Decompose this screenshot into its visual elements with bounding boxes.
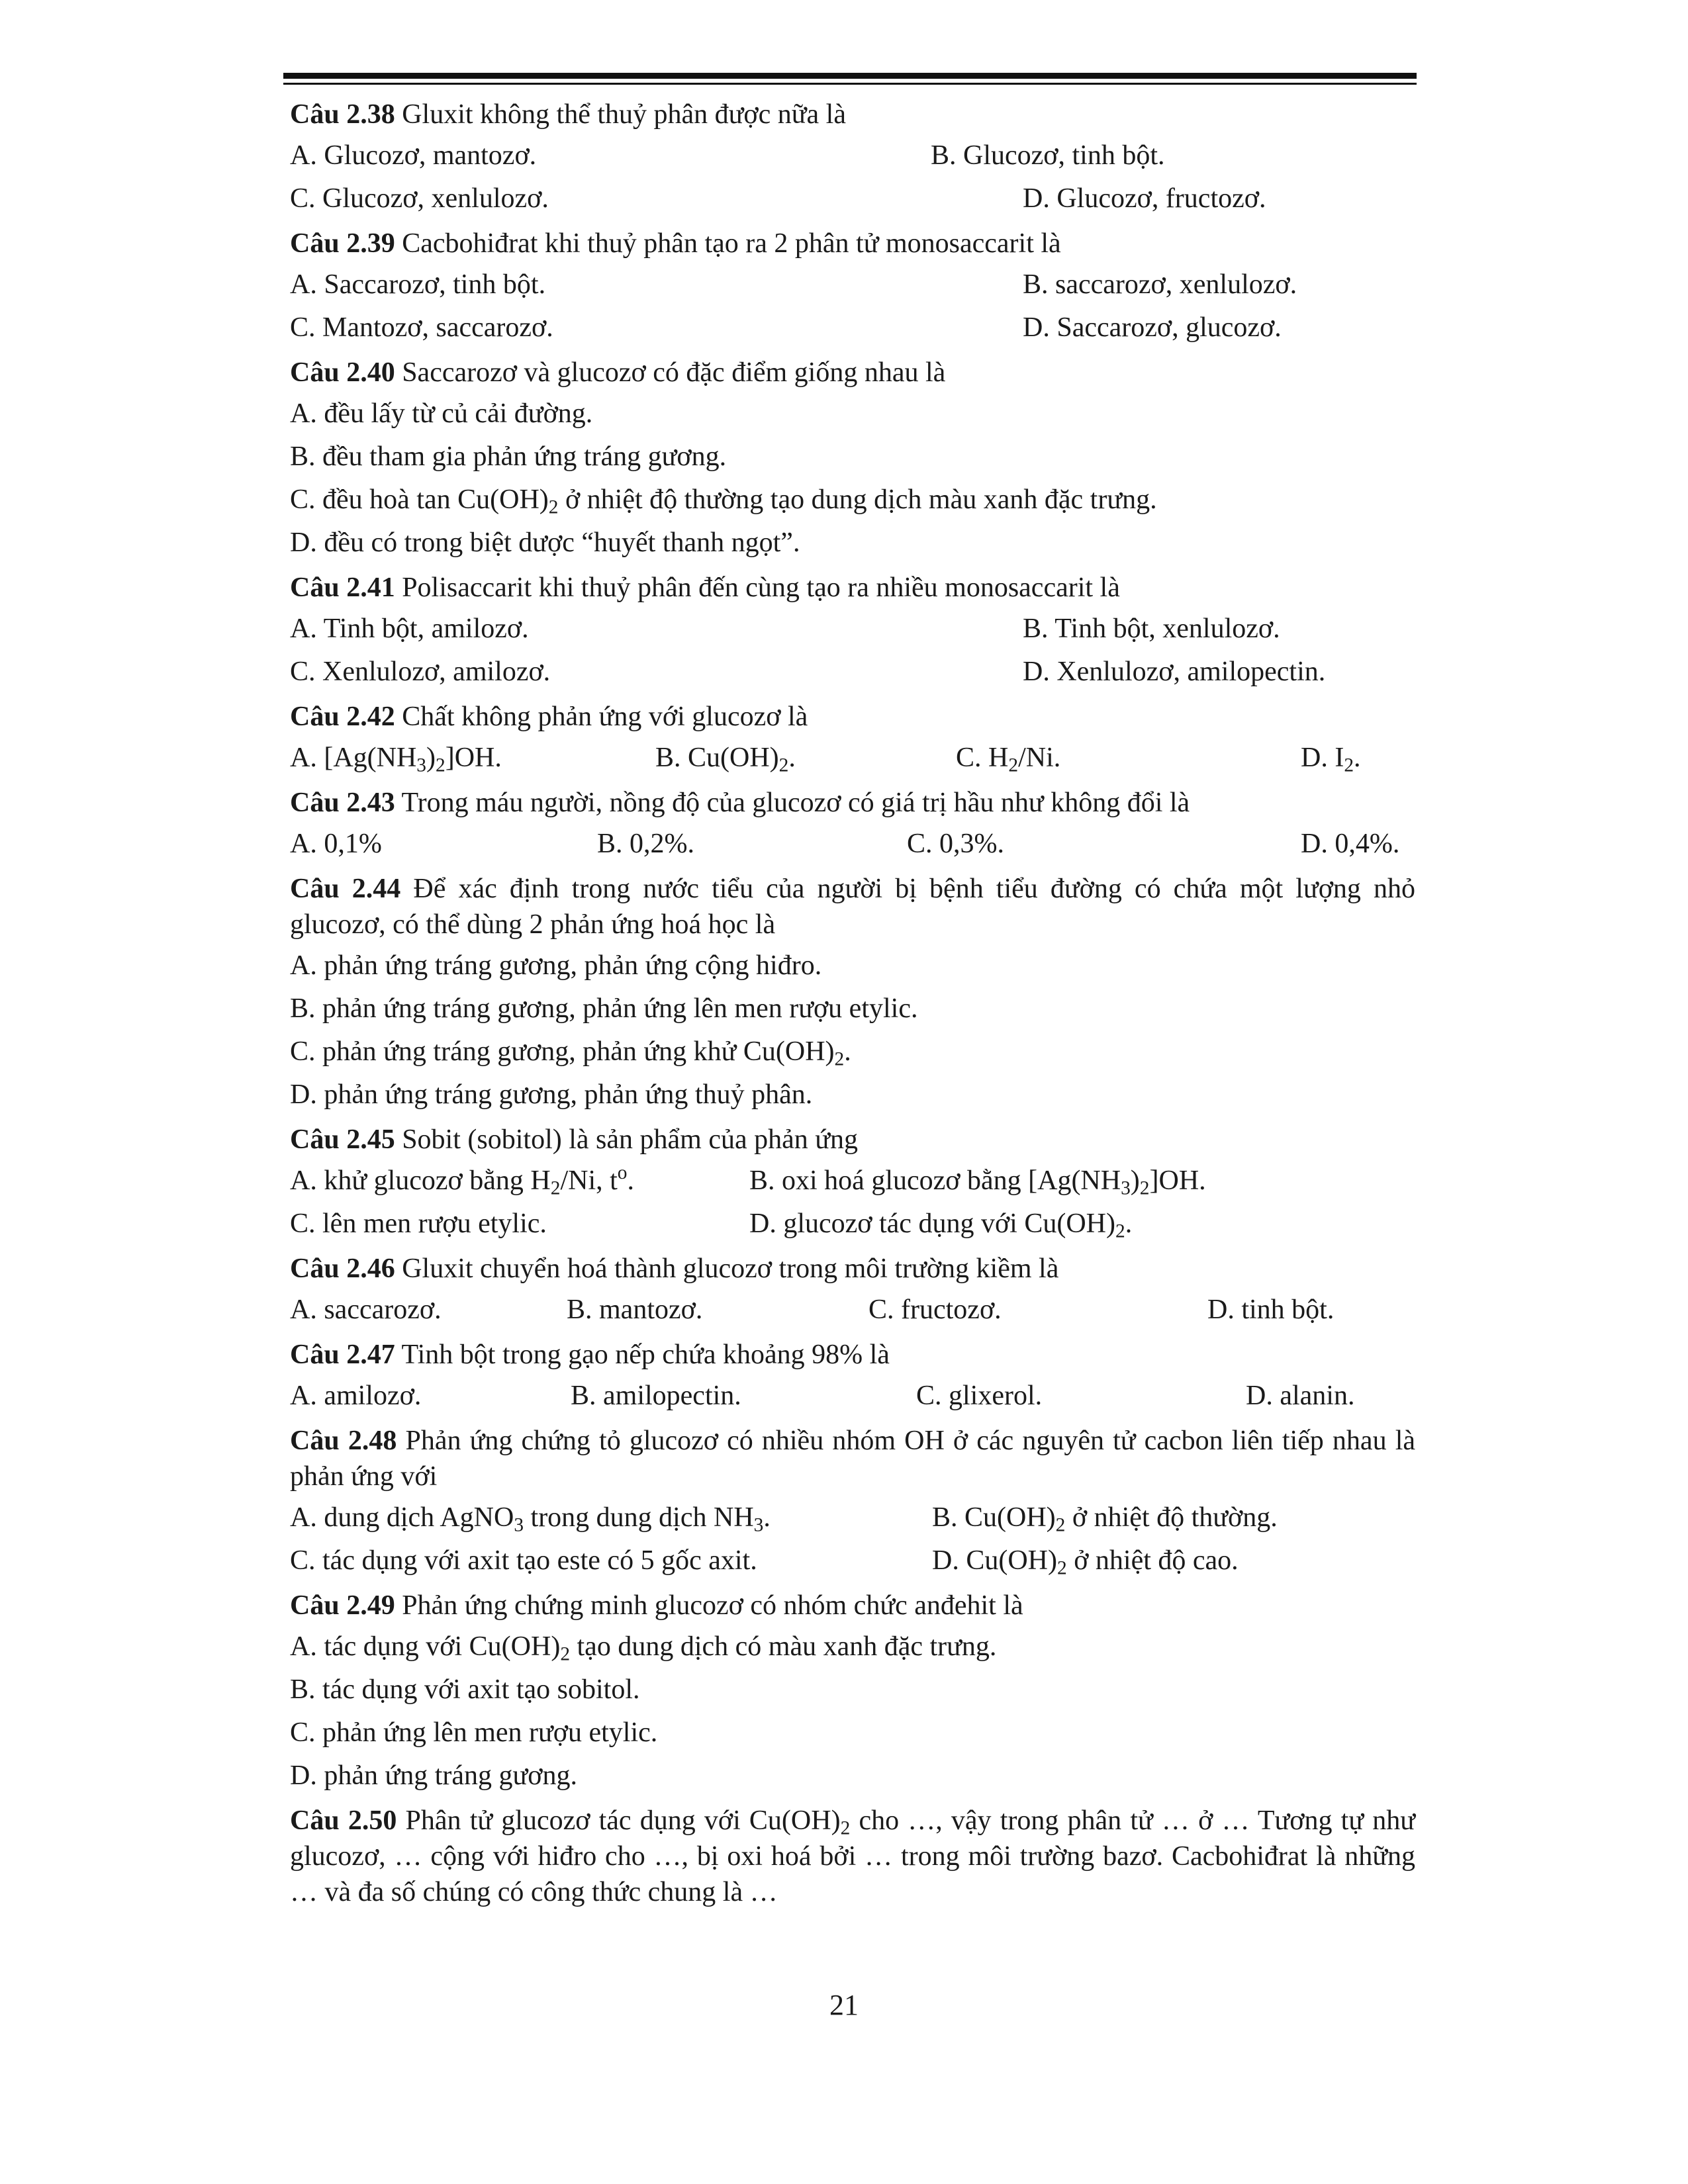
option-d: D. phản ứng tráng gương, phản ứng thuỷ phân. [290, 1079, 813, 1110]
option-b: B. amilopectin. [571, 1381, 741, 1411]
question-list [290, 91, 1415, 1912]
question-stem: Câu 2.40 Saccarozơ và glucozơ có đặc điểm giống nhau là [290, 357, 946, 388]
option-b: B. saccarozơ, xenlulozơ. [1023, 269, 1297, 300]
question-stem: Câu 2.48 Phản ứng chứng tỏ glucozơ có nhiều nhóm OH ở các nguyên tử cacbon liên tiếp nhau là phản ứng với [290, 1426, 1416, 1492]
option-b: B. Tinh bột, xenlulozơ. [1023, 614, 1280, 644]
option-b: B. $Cu(OH)_2$ ở nhiệt độ thường. [932, 1502, 1278, 1536]
option-c: C. tác dụng với axit tạo este có 5 gốc axit. [290, 1545, 757, 1576]
option-b: B. mantozơ. [567, 1295, 703, 1325]
header-rule-thick [283, 73, 1417, 79]
option-d: D. glucozơ tác dụng với $Cu(OH)_2$. [749, 1208, 1133, 1242]
option-a: A. Tinh bột, amilozơ. [290, 614, 529, 644]
option-d: D. phản ứng tráng gương. [290, 1760, 578, 1791]
question-stem: Câu 2.39 Cacbohiđrat khi thuỷ phân tạo ra 2 phân tử monosaccarit là [290, 228, 1061, 259]
question-stem: Câu 2.47 Tinh bột trong gạo nếp chứa khoảng 98% là [290, 1340, 890, 1370]
option-d: D. Xenlulozơ, amilopectin. [1023, 657, 1326, 687]
option-d: D. tinh bột. [1207, 1295, 1335, 1325]
question-stem: Câu 2.42 Chất không phản ứng với glucozơ là [290, 702, 808, 732]
question-stem: Câu 2.49 Phản ứng chứng minh glucozơ có nhóm chức anđehit là [290, 1590, 1023, 1621]
option-a: A. 0,1% [290, 829, 382, 859]
option-a: A. $[Ag(NH_3)_2]OH$. [290, 743, 502, 776]
option-c: C. đều hoà $\tan Cu(OH)_2$ ở nhiệt độ thường tạo dung dịch màu xanh đặc trưng. [290, 484, 1157, 518]
option-b: B. phản ứng tráng gương, phản ứng lên men rượu etylic. [290, 993, 918, 1024]
option-a: A. tác dụng với $Cu(OH)_2$ tạo dung dịch có màu xanh đặc trưng. [290, 1631, 997, 1665]
option-d: D. đều có trong biệt dược “huyết thanh ngọt”. [290, 527, 800, 558]
option-b: B. 0,2%. [597, 829, 694, 859]
option-c: C. phản ứng tráng gương, phản ứng khử $Cu(OH)_2$. [290, 1036, 851, 1070]
option-b: B. tác dụng với axit tạo sobitol. [290, 1674, 640, 1705]
option-a: A. amilozơ. [290, 1381, 422, 1411]
question-stem: Câu 2.46 Gluxit chuyển hoá thành glucozơ trong môi trường kiềm là [290, 1253, 1059, 1284]
question-stem: Câu 2.44 Để xác định trong nước tiểu của người bị bệnh tiểu đường có chứa một lượng nhỏ glucozơ, có thể dùng 2 phản ứng hoá học là [290, 874, 1415, 940]
option-d: D. $I_2$. [1301, 743, 1361, 776]
option-c: C. glixerol. [916, 1381, 1043, 1411]
option-d: D. $Cu(OH)_2$ ở nhiệt độ cao. [932, 1545, 1239, 1579]
option-b: B. $Cu(OH)_2$. [655, 743, 796, 776]
option-a: A. phản ứng tráng gương, phản ứng cộng hiđro. [290, 950, 822, 981]
question-stem: Câu 2.45 Sobit (sobitol) là sản phẩm của phản ứng [290, 1124, 859, 1155]
option-a: A. khử glucozơ bằng $H_2/Ni$, $t^o$. [290, 1161, 634, 1199]
option-c: C. Xenlulozơ, amilozơ. [290, 657, 551, 687]
option-d: D. Glucozơ, fructozơ. [1023, 183, 1266, 214]
option-a: A. saccarozơ. [290, 1295, 442, 1325]
option-c: C. $H_2/Ni$. [956, 743, 1061, 776]
question-stem: Câu 2.43 Trong máu người, nồng độ của glucozơ có giá trị hầu như không đổi là [290, 788, 1190, 818]
option-c: C. lên men rượu etylic. [290, 1208, 547, 1239]
option-d: D. Saccarozơ, glucozơ. [1023, 312, 1282, 343]
option-a: A. đều lấy từ củ cải đường. [290, 398, 593, 429]
option-d: D. alanin. [1246, 1381, 1355, 1411]
option-a: A. Glucozơ, mantozơ. [290, 140, 537, 171]
question-stem: Câu 2.41 Polisaccarit khi thuỷ phân đến cùng tạo ra nhiều monosaccarit là [290, 572, 1120, 603]
option-b: B. oxi hoá glucozơ bằng $[Ag(NH_3)_2]OH$. [749, 1165, 1206, 1199]
page-number: 21 [829, 1989, 859, 2021]
option-a: A. Saccarozơ, tinh bột. [290, 269, 546, 300]
option-d: D. 0,4%. [1301, 829, 1400, 859]
option-a: A. dung dịch AgNO$_3$ trong dung dịch $NH_3$. [290, 1502, 771, 1536]
option-b: B. Glucozơ, tinh bột. [931, 140, 1165, 171]
option-c: C. Mantozơ, saccarozơ. [290, 312, 553, 343]
option-c: C. phản ứng lên men rượu etylic. [290, 1717, 658, 1748]
option-b: B. đều tham gia phản ứng tráng gương. [290, 441, 727, 472]
option-c: C. Glucozơ, xenlulozơ. [290, 183, 549, 214]
option-c: C. 0,3%. [907, 829, 1004, 859]
question-stem: Câu 2.38 Gluxit không thể thuỷ phân được nữa là [290, 99, 846, 130]
question-stem: Câu 2.50 Phân tử glucozơ tác dụng với $Cu(OH)_2$ cho …, vậy trong phân tử … ở … Tương tự như glucozơ, … cộng với hiđro cho …, bị oxi hoá bởi … trong môi trường bazơ. Cacbohiđrat là những … và đa số chúng có công thức chung là … [290, 1805, 1416, 1907]
option-c: C. fructozơ. [868, 1295, 1002, 1325]
header-rule-thin [283, 83, 1417, 85]
